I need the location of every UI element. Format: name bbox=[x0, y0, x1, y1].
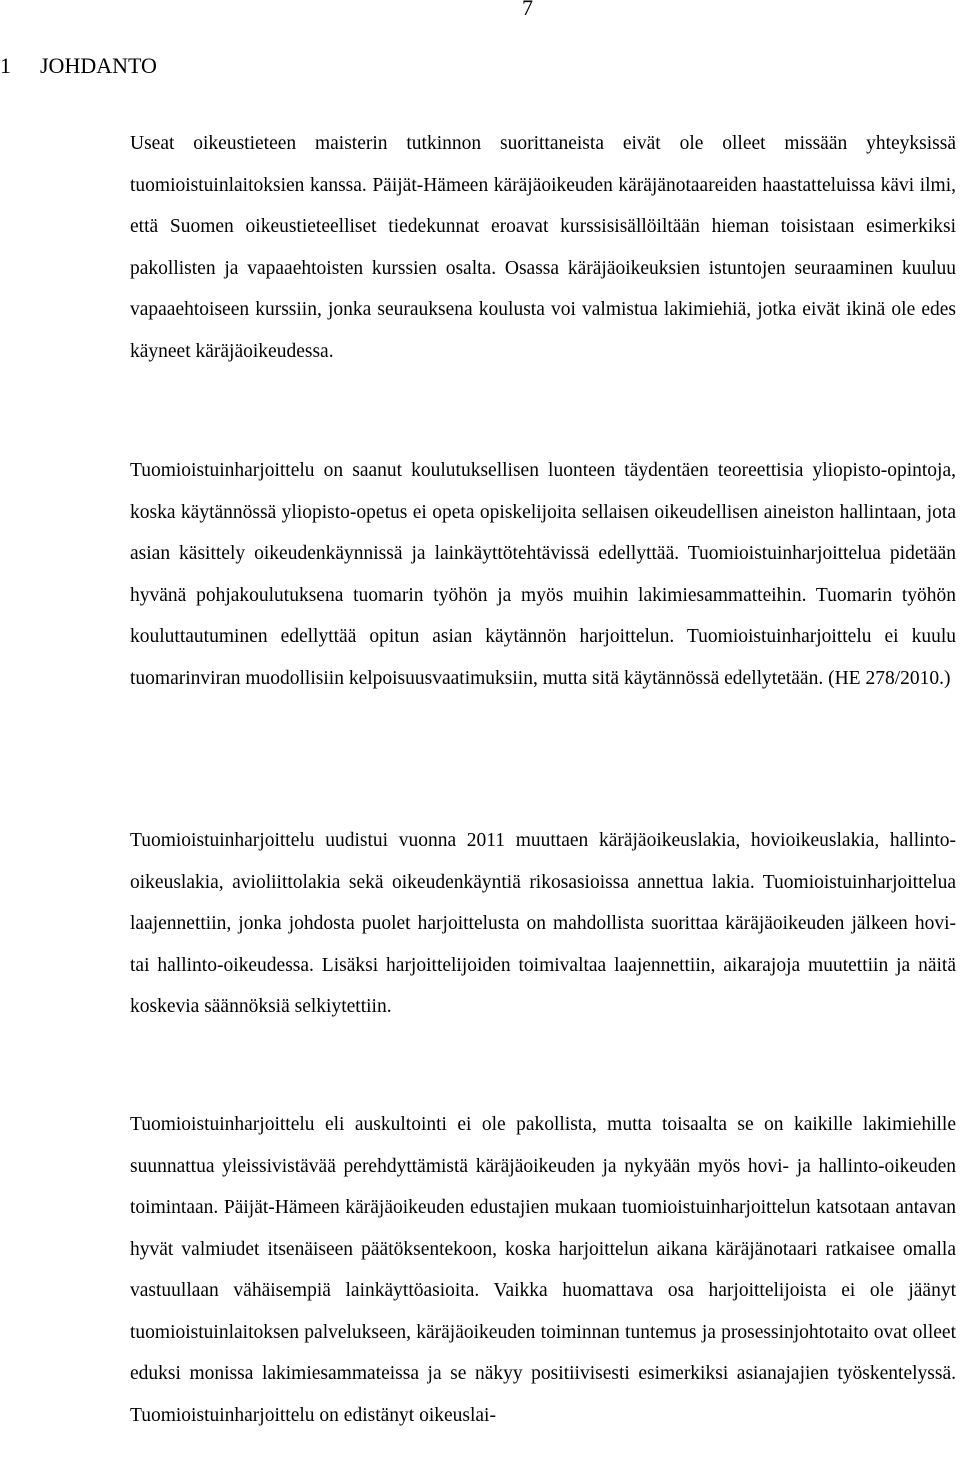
paragraph-2: Tuomioistuinharjoittelu on saanut koulutuksellisen luonteen täydentäen teoreettisia yliopisto-opintoja, koska käytännössä yliopisto-opetus ei opeta opiskelijoita sellaisen oikeudellisen aineiston hallintaan, jota asian käsittely oikeudenkäynnissä ja lainkäyttötehtävissä edellyttää. Tuomioistuinharjoittelua pidetään hyvänä pohjakoulutuksena tuomarin työhön ja myös muihin lakimiesammatteihin. Tuomarin työhön kouluttautuminen edellyttää opitun asian käytännön harjoittelun. Tuomioistuinharjoittelu ei kuulu tuomarinviran muodollisiin kelpoisuusvaatimuksiin, mutta sitä käytännössä edellytetään. (HE 278/2010.) bbox=[130, 460, 956, 689]
paragraph-1: Useat oikeustieteen maisterin tutkinnon suorittaneista eivät ole olleet missään yhteyksissä tuomioistuinlaitoksien kanssa. Päijät-Hämeen käräjäoikeuden käräjänotaareiden haastatteluissa kävi ilmi, että Suomen oikeustieteelliset tiedekunnat eroavat kurssisisällöiltään hieman toisistaan esimerkiksi pakollisten ja vapaaehtoisten kurssien osalta. Osassa käräjäoikeuksien istuntojen seuraaminen kuuluu vapaaehtoiseen kurssiin, jonka seurauksena koulusta voi valmistua lakimiehiä, jotka eivät ikinä ole edes käyneet käräjäoikeudessa. bbox=[130, 133, 956, 362]
paragraph-3: Tuomioistuinharjoittelu uudistui vuonna 2011 muuttaen käräjäoikeuslakia, hovioikeuslakia, hallinto-oikeuslakia, avioliittolakia sekä oikeudenkäyntiä rikosasioissa annettua lakia. Tuomioistuinharjoittelua laajennettiin, jonka johdosta puolet harjoittelusta on mahdollista suorittaa käräjäoikeuden jälkeen hovi- tai hallinto-oikeudessa. Lisäksi harjoittelijoiden toimivaltaa laajennettiin, aikarajoja muutettiin ja näitä koskevia säännöksiä selkiytettiin. bbox=[130, 830, 956, 1017]
chapter-number: 1 bbox=[0, 53, 11, 78]
page-number: 7 bbox=[522, 0, 533, 20]
chapter-heading bbox=[0, 52, 157, 80]
paragraph-4: Tuomioistuinharjoittelu eli auskultointi ei ole pakollista, mutta toisaalta se on kaikille lakimiehille suunnattua yleissivistävää perehdyttämistä käräjäoikeuden ja nykyään myös hovi- ja hallinto-oikeuden toimintaan. Päijät-Hämeen käräjäoikeuden edustajien mukaan tuomioistuinharjoittelun katsotaan antavan hyvät valmiudet itsenäiseen päätöksentekoon, koska harjoittelun aikana käräjänotaari ratkaisee omalla vastuullaan vähäisempiä lainkäyttöasioita. Vaikka huomattava osa harjoittelijoista ei ole jäänyt tuomioistuinlaitoksen palvelukseen, käräjäoikeuden toiminnan tuntemus ja prosessinjohtotaito ovat olleet eduksi monissa lakimiesammateissa ja se näkyy positiivisesti esimerkiksi asianajajien työskentelyssä. Tuomioistuinharjoittelu on edistänyt oikeuslai- bbox=[130, 1114, 956, 1426]
chapter-title: JOHDANTO bbox=[40, 53, 157, 78]
